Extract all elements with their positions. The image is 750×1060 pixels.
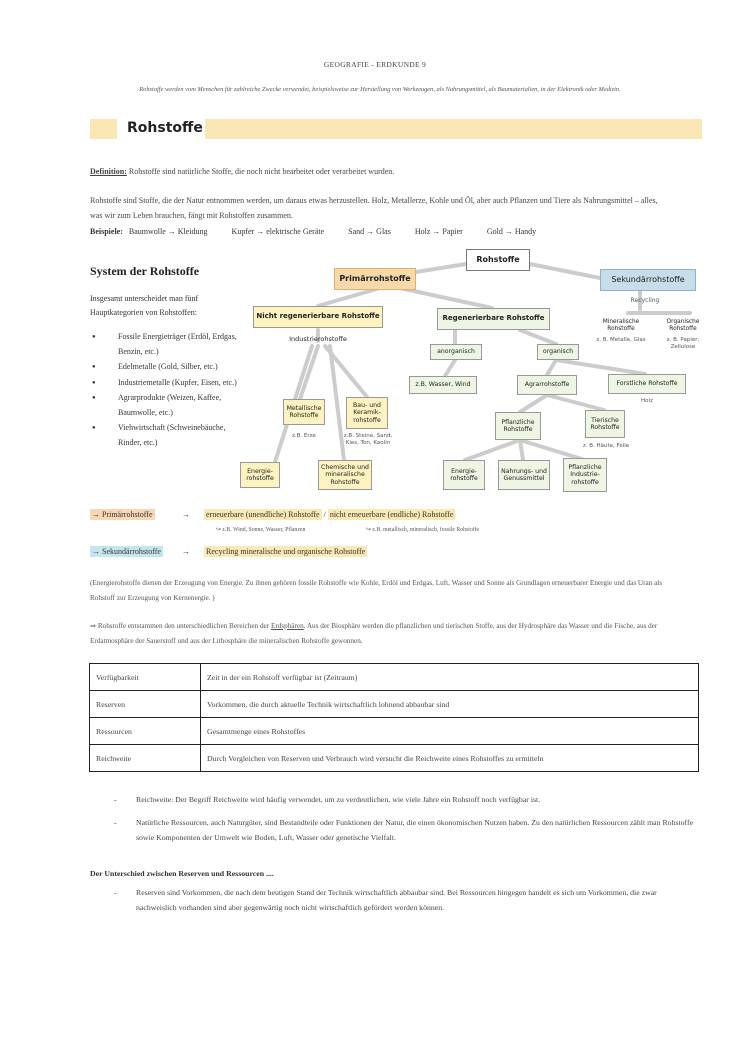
spheres-post: . Aus der Biosphäre werden die pflanzlichen und tierischen Stoffe, aus der Hydrosphäre das Wasser und die Fische, aus der Erdatmosphäre der Sauerstoff und aus der Lithosphäre die mineralischen Rohstoffe gewonnen. — [90, 622, 658, 645]
legend-sub-a: ↪ z.B. Wind, Sonne, Wasser, Pflanzen — [216, 527, 306, 533]
table-term: Reserven — [90, 691, 201, 718]
legend-slash: / — [323, 510, 326, 519]
node-organisch: organisch — [537, 344, 579, 360]
page-title: Rohstoffe — [127, 120, 203, 136]
node-energie-fossil: Energie-rohstoffe — [240, 462, 280, 488]
node-metallisch: Metallische Rohstoffe — [283, 399, 325, 425]
table-row — [90, 664, 699, 691]
category-item: ● Viehwirtschaft (Schweinebäuche, Rinder, etc.) — [90, 421, 250, 450]
label-mineralisch-ex: z. B. Metalle, Glas — [596, 337, 646, 343]
example-item: Sand → Glas — [348, 227, 391, 236]
label-mineralisch: Mineralische Rohstoffe — [602, 319, 640, 332]
category-item: ● Agrarprodukte (Weizen, Kaffee, Baumwolle, etc.) — [90, 391, 250, 420]
intro-text: Rohstoffe werden vom Menschen für zahlreiche Zwecke verwendet, beispielsweise zur Herstellung von Werkzeugen, als Nahrungsmittel, als Baumaterialien, in der Elektronik oder Medizin. — [139, 86, 621, 93]
legend-sekundaer-row — [90, 547, 163, 556]
node-wasser-wind: z.B. Wasser, Wind — [409, 376, 477, 394]
node-agrar: Agrarrohstoffe — [517, 375, 577, 395]
difference-text — [114, 885, 696, 915]
intro-paragraph: Rohstoffe sind Stoffe, die der Natur entnommen werden, um daraus etwas herzustellen. Holz, Metallerze, Kohle und Öl, aber auch Pflanzen und Tiere als Nahrungsmittel – alles, was wir zum Leben brauchen, fängt mit Rohstoffen zusammen. — [90, 196, 658, 220]
node-tierisch: Tierische Rohstoffe — [585, 410, 625, 438]
node-chemisch-mineralisch: Chemische und mineralische Rohstoffe — [318, 460, 372, 490]
spheres-pre: ⇒ Rohstoffe entstammen den unterschiedlichen Bereichen der — [90, 622, 271, 630]
system-title: System der Rohstoffe — [90, 264, 200, 278]
node-anorganisch: anorganisch — [430, 344, 482, 360]
spheres-paragraph — [90, 619, 702, 649]
difference-title: Der Unterschied zwischen Reserven und Ressourcen .... — [90, 869, 274, 878]
example-item: Holz → Papier — [414, 227, 463, 236]
legend-erneuerbar: erneuerbare (unendliche) Rohstoffe — [206, 510, 320, 519]
bullet-text: Reichweite: Der Begriff Reichweite wird häufig verwendet, um zu verdeutlichen, wie viele Jahre ein Rohstoff noch verfügbar ist. — [136, 795, 541, 804]
node-regenerierbar: Regenerierbare Rohstoffe — [437, 308, 550, 330]
legend-recycling: Recycling mineralische und organische Rohstoffe — [206, 547, 366, 556]
definition-text: Rohstoffe sind natürliche Stoffe, die noch nicht bearbeitet oder verarbeitet wurden. — [126, 167, 395, 176]
node-sekundaer: Sekundärrohstoffe — [600, 269, 696, 291]
system-text: Insgesamt unterscheidet man fünf Hauptkategorien von Rohstoffen: — [90, 294, 199, 317]
table-desc: Gesamtmenge eines Rohstoffes — [201, 718, 699, 745]
node-bau-keramik: Bau- und Keramik-rohstoffe — [346, 397, 388, 429]
node-nicht-regenerierbar: Nicht regenerierbare Rohstoffe — [253, 306, 383, 328]
example-item: Gold → Handy — [486, 227, 537, 236]
dash-marker: - — [114, 818, 117, 827]
node-energie-regen: Energie-rohstoffe — [443, 460, 485, 490]
table-desc: Vorkommen, die durch aktuelle Technik wirtschaftlich lohnend abbaubar sind — [201, 691, 699, 718]
node-rohstoffe: Rohstoffe — [466, 249, 530, 271]
label-industrierohstoffe: Industrierohstoffe — [289, 335, 347, 343]
legend-primaer-desc — [204, 510, 455, 519]
spheres-link: Erdsphären — [270, 622, 304, 630]
category-item: ● Industriemetalle (Kupfer, Eisen, etc.) — [90, 376, 250, 391]
label-bau-ex: z.B. Steine, Sand, Kies, Ton, Kaolin — [343, 433, 393, 446]
table-row — [90, 745, 699, 772]
energy-note: (Energierohstoffe dienen der Erzeugung von Energie. Zu ihnen gehören fossile Rohstoffe wie Kohle, Erdöl und Erdgas, Luft, Wasser und Sonne als Grundlagen erneuerbarer Energie und das Uran als Rohstoff zur Erzeugung von Kernenergie. ) — [90, 579, 663, 602]
label-recycling: Recycling — [630, 297, 660, 304]
dash-marker: - — [114, 795, 117, 804]
examples-label: Beispiele: — [90, 227, 123, 236]
category-item: ● Fossile Energieträger (Erdöl, Erdgas, Benzin, etc.) — [90, 330, 250, 359]
table-desc: Zeit in der ein Rohstoff verfügbar ist (Zeitraum) — [201, 664, 699, 691]
category-item: ● Edelmetalle (Gold, Silber, etc.) — [90, 360, 250, 375]
legend-nicht-erneuerbar: nicht erneuerbare (endliche) Rohstoffe — [329, 510, 454, 519]
bullet-text: Natürliche Ressourcen, auch Naturgüter, sind Bestandteile oder Funktionen der Natur, die einen ökonomischen Nutzen haben. Zu den natürlichen Ressourcen zählt man Rohstoffe sowie Komponenten der Umwelt wie Boden, Luft, Wasser oder genetische Vielfalt. — [136, 818, 694, 842]
label-organisch-rohstoffe: Organische Rohstoffe — [666, 319, 700, 332]
bullet-item — [114, 792, 696, 807]
page-header: GEOGRAFIE - ERDKUNDE 9 — [323, 60, 427, 69]
legend-sekundaer: → Sekundärrohstoffe — [92, 547, 161, 556]
label-holz: Holz — [641, 398, 653, 404]
legend-sekundaer-desc — [204, 547, 367, 556]
node-primaer: Primärrohstoffe — [334, 268, 416, 290]
legend-primaer: → Primärrohstoffe — [92, 510, 153, 519]
table-row — [90, 691, 699, 718]
legend-primaer-row — [90, 510, 155, 519]
legend-arrow: → — [182, 510, 190, 519]
table-term: Ressourcen — [90, 718, 201, 745]
definition-label: Definition: — [90, 167, 127, 176]
node-forst: Forstliche Rohstoffe — [608, 374, 686, 394]
label-organisch-ex: z. B. Papier, Zellulose — [666, 337, 700, 350]
table-term: Verfügbarkeit — [90, 664, 201, 691]
node-pflanzlich: Pflanzliche Rohstoffe — [495, 412, 541, 440]
table-desc: Durch Vergleichen von Reserven und Verbrauch wird versucht die Reichweite eines Rohstoffes zu ermitteln — [201, 745, 699, 772]
example-item: Baumwolle → Kleidung — [128, 227, 208, 236]
node-pflanzlich-industrie: Pflanzliche Industrie-rohstoffe — [563, 458, 607, 492]
legend-sub-b: ↪ z.B. metallisch, mineralisch, fossile Rohstoffe — [366, 527, 480, 533]
table-row — [90, 718, 699, 745]
label-metallisch-ex: z.B. Erze — [292, 433, 316, 439]
dash-marker: - — [114, 888, 117, 897]
difference-body: Reserven sind Vorkommen, die nach dem heutigen Stand der Technik wirtschaftlich abbaubar sind. Bei Ressourcen hingegen handelt es sich um Vorkommen, die zwar nachweislich vorhanden sind aber gegenwärtig noch nicht wirtschaftlich gefördert werden können. — [136, 888, 657, 912]
node-nahrung: Nahrungs- und Genussmittel — [498, 460, 550, 490]
terms-table — [89, 663, 699, 772]
legend-arrow-2: → — [182, 547, 190, 556]
table-term: Reichweite — [90, 745, 201, 772]
bullet-item — [114, 815, 696, 845]
example-item: Kupfer → elektrische Geräte — [231, 227, 325, 236]
label-tierisch-ex: z. B. Häute, Felle — [582, 443, 630, 449]
